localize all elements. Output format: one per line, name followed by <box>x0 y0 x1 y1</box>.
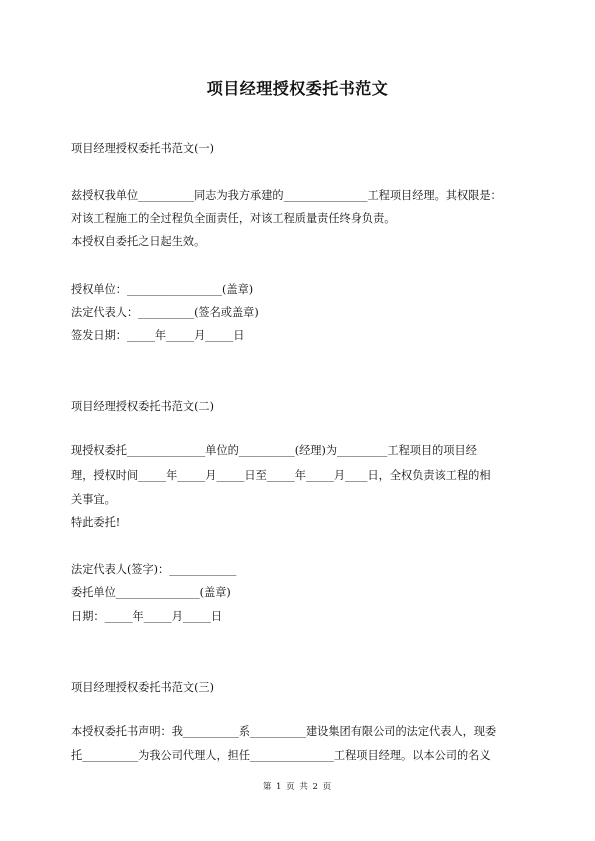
signature-line-representative: 法定代表人：__________(签名或盖章) <box>71 306 259 319</box>
paragraph-line: 对该工程施工的全过程负全面责任，对该工程质量责任终身负责。 <box>71 212 396 225</box>
section-heading: 项目经理授权委托书范文(三) <box>71 681 214 694</box>
signature-line-unit: 授权单位：_________________(盖章) <box>71 283 254 296</box>
paragraph-line: 本授权自委托之日起生效。 <box>71 235 206 248</box>
section-heading: 项目经理授权委托书范文(一) <box>71 142 214 155</box>
section-heading: 项目经理授权委托书范文(二) <box>71 400 214 413</box>
paragraph-line: 本授权委托书声明：我__________系__________建设集团有限公司的法定代表人，现委 <box>71 725 497 738</box>
signature-line-date: 签发日期：_____年_____月_____日 <box>71 329 245 342</box>
signature-line-representative: 法定代表人(签字)：____________ <box>71 563 237 576</box>
paragraph-line: 关事宜。 <box>71 493 116 506</box>
page-number-footer: 第 1 页 共 2 页 <box>262 782 333 792</box>
paragraph-line: 兹授权我单位__________同志为我方承建的_______________工程项目经理。其权限是： <box>71 189 502 202</box>
paragraph-line: 现授权委托______________单位的__________(经理)为_________工程项目的项目经 <box>71 444 477 457</box>
document-title: 项目经理授权委托书范文 <box>206 79 389 98</box>
paragraph-line: 托__________为我公司代理人，担任_______________工程项目经理。以本公司的名义 <box>71 749 491 762</box>
paragraph-line: 理，授权时间_____年_____月_____日至_____年_____月____日，全权负责该工程的相 <box>71 469 491 482</box>
signature-line-date: 日期：_____年_____月_____日 <box>71 610 223 623</box>
paragraph-line: 特此委托! <box>71 516 121 529</box>
signature-line-unit: 委托单位_______________(盖章) <box>71 586 231 599</box>
